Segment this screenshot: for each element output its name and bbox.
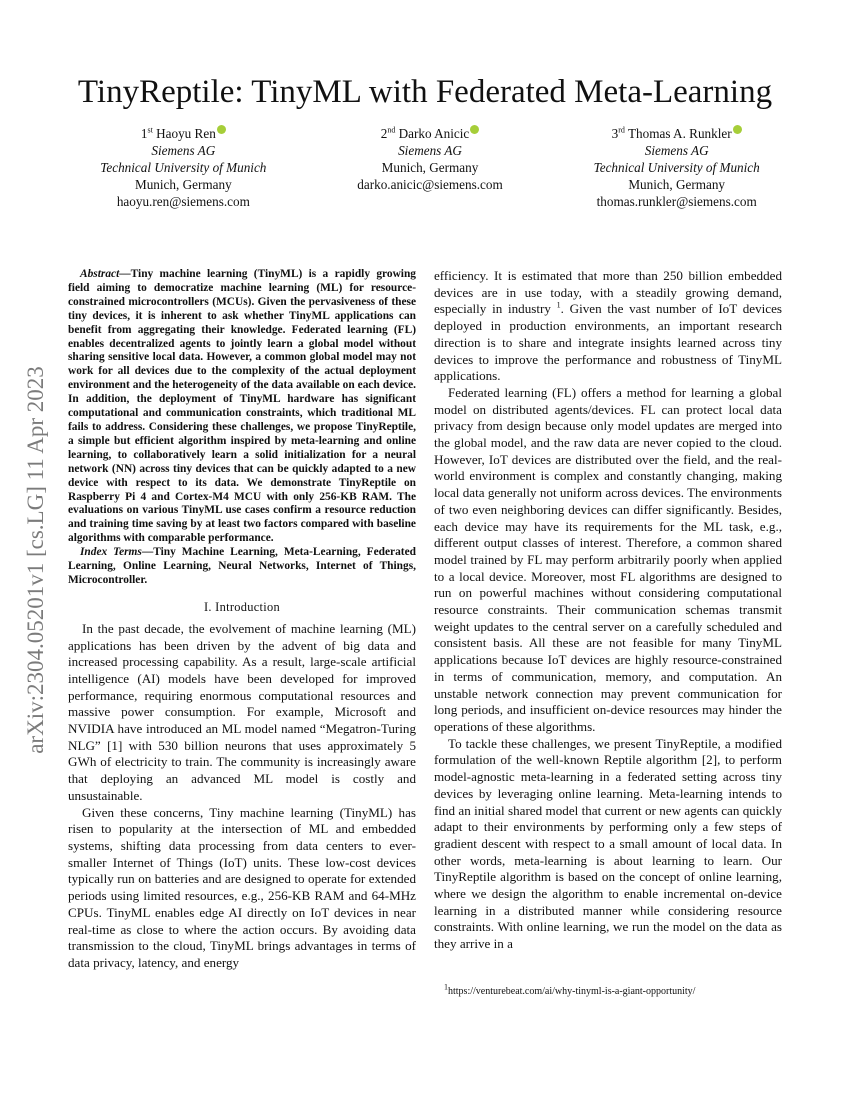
section-heading: I. Introduction — [203, 599, 281, 614]
author-3-name: Thomas A. Runkler — [628, 126, 732, 141]
author-1 — [60, 125, 307, 210]
orcid-icon[interactable] — [217, 125, 226, 134]
intro-paragraph-3: Federated learning (FL) offers a method for learning a global model on distributed agents/devices. FL can protect local data privacy from design because only model updates are merged into the global model, and the raw data are never copied to the cloud. However, IoT devices are distributed over the field, and the real-world environment is complex and constantly changing, making local data generally not uniform across devices. The environments of two even neighboring devices can differ significantly. Besides, each device may have its requirements for the ML task, e.g., different output classes of interest. Therefore, a common shared model trained by FL may perform arbitrarily poorly when applied to a local device. Moreover, most FL algorithms are designed to run on powerful machines without considering computational resource constraints. Their communication schemas transmit weight updates to the central server on a carefully scheduled and consistent basis. All these are not feasible for many TinyML applications because IoT devices are highly resource-constrained in terms of communication, memory, and computation. An unstable network connection may prevent communication for long periods, and insufficient on-device resources may hinder the operations of these algorithms. — [434, 384, 782, 734]
orcid-icon[interactable] — [470, 125, 479, 134]
intro-paragraph-1: In the past decade, the evolvement of machine learning (ML) applications has been driven by the advent of big data and increased processing capability. As a result, large-scale artificial intelligence (AI) models have been developed for improved performance, requiring enormous computational resources and massive power consumption. For example, Microsoft and NVIDIA have introduced an ML model named “Megatron-Turing NLG” [1] with 530 billion neurons that uses approximately 5 GWh of electricity to train. The community is increasingly aware that deploying an advanced ML model is costly and unsustainable. — [68, 620, 416, 803]
author-1-ordinal: 1 — [140, 126, 148, 141]
author-block — [60, 125, 800, 210]
author-1-affiliation-2: Technical University of Munich — [100, 160, 267, 175]
author-3-affiliation-2: Technical University of Munich — [593, 160, 760, 175]
intro-paragraph-2: Given these concerns, Tiny machine learning (TinyML) has risen to popularity at the intersection of ML and embedded systems, shifting data processing from data centers to ever-smaller Internet of Things (IoT) units. These low-cost devices typically run on batteries and are designed to operate for extended periods using limited resources, e.g., 256-KB RAM and 64-MHz CPUs. TinyML enables edge AI directly on IoT devices in near real-time as close to where the action occurs. By avoiding data transmission to the cloud, TinyML brings advantages in terms of data privacy, latency, and energy — [68, 804, 416, 970]
paragraph-text: . Given the vast number of IoT devices deployed in production environments, an important research direction is to share and integrate insights learned across tiny devices to improve the performance and robustness of TinyML applications. — [434, 301, 782, 384]
author-2 — [307, 125, 554, 210]
author-2-ordinal-suffix: nd — [387, 125, 396, 135]
author-3 — [553, 125, 800, 210]
author-1-city: Munich, Germany — [134, 177, 232, 192]
author-3-email[interactable]: thomas.runkler@siemens.com — [596, 194, 757, 209]
author-2-name: Darko Anicic — [398, 126, 470, 141]
arxiv-stamp — [8, 290, 63, 830]
paper-title: TinyReptile: TinyML with Federated Meta-Learning — [77, 74, 773, 110]
arxiv-stamp-text: arXiv:2304.05201v1 [cs.LG] 11 Apr 2023 — [22, 366, 48, 754]
left-column — [68, 268, 416, 972]
author-2-email[interactable]: darko.anicic@siemens.com — [357, 177, 503, 192]
index-terms-text: —Tiny Machine Learning, Meta-Learning, Federated Learning, Online Learning, Neural Networks, Internet of Things, Microcontroller. — [68, 546, 416, 586]
author-3-ordinal-suffix: rd — [618, 125, 625, 135]
abstract — [68, 268, 416, 546]
author-3-affiliation-1: Siemens AG — [644, 143, 709, 158]
author-3-ordinal: 3 — [611, 126, 619, 141]
footnote-ref[interactable]: 1 — [556, 301, 561, 311]
index-terms-label: Index Terms — [80, 546, 142, 559]
author-2-city: Munich, Germany — [381, 160, 479, 175]
index-terms — [68, 546, 416, 588]
author-1-affiliation-1: Siemens AG — [151, 143, 216, 158]
intro-paragraph-4: To tackle these challenges, we present TinyReptile, a modified formulation of the well-known Reptile algorithm [2], to perform model-agnostic meta-learning in a federated setting across tiny devices by leveraging online learning. Meta-learning intends to find an initial shared model that current or new agents can quickly adapt to their environments by performing only a few steps of gradient descent with respect to a small amount of local data. In other words, meta-learning is about learning to learn. Our TinyReptile algorithm is based on the concept of online learning, where we design the algorithm to enable incremental on-device learning in a distributed manner while considering resource constraints. With online learning, we run the model on the data as they arrive in a — [434, 735, 782, 952]
footnote-mark: 1 — [444, 982, 448, 992]
footnote — [434, 982, 782, 998]
paragraph-text: efficiency. It is estimated that more than 250 billion embedded devices are in use today, with a steadily growing demand, especially in industry — [434, 268, 782, 317]
author-3-city: Munich, Germany — [628, 177, 726, 192]
right-column — [434, 268, 782, 953]
intro-paragraph-continued — [434, 268, 782, 385]
author-1-email[interactable]: haoyu.ren@siemens.com — [116, 194, 250, 209]
author-2-ordinal: 2 — [380, 126, 388, 141]
footnote-link[interactable]: https://venturebeat.com/ai/why-tinyml-is-a-giant-opportunity/ — [448, 986, 696, 997]
author-1-name: Haoyu Ren — [156, 126, 216, 141]
abstract-label: Abstract — [80, 268, 120, 280]
author-1-ordinal-suffix: st — [147, 125, 153, 135]
abstract-text: —Tiny machine learning (TinyML) is a rapidly growing field aiming to democratize machine learning (ML) for resource-constrained microcontrollers (MCUs). Given the pervasiveness of these tiny devices, it is inherent to ask whether TinyML applications can benefit from aggregating their knowledge. Federated learning (FL) enables decentralized agents to jointly learn a global model without sharing sensitive local data. However, a common global model may not work for all devices due to the complexity of the actual deployment environment and the heterogeneity of the data available on each device. In addition, the deployment of TinyML hardware has significant computational and communication constraints, which traditional ML fails to address. Considering these challenges, we propose TinyReptile, a simple but efficient algorithm inspired by meta-learning and online learning, to collaboratively learn a solid initialization for a neural network (NN) across tiny devices that can be quickly adapted to a new device with respect to its data. We demonstrate TinyReptile on Raspberry Pi 4 and Cortex-M4 MCU with only 256-KB RAM. The evaluations on various TinyML use cases confirm a resource reduction and training time saving by at least two factors compared with baseline algorithms with comparable performance. — [68, 268, 416, 545]
orcid-icon[interactable] — [733, 125, 742, 134]
author-2-affiliation-1: Siemens AG — [398, 143, 462, 158]
